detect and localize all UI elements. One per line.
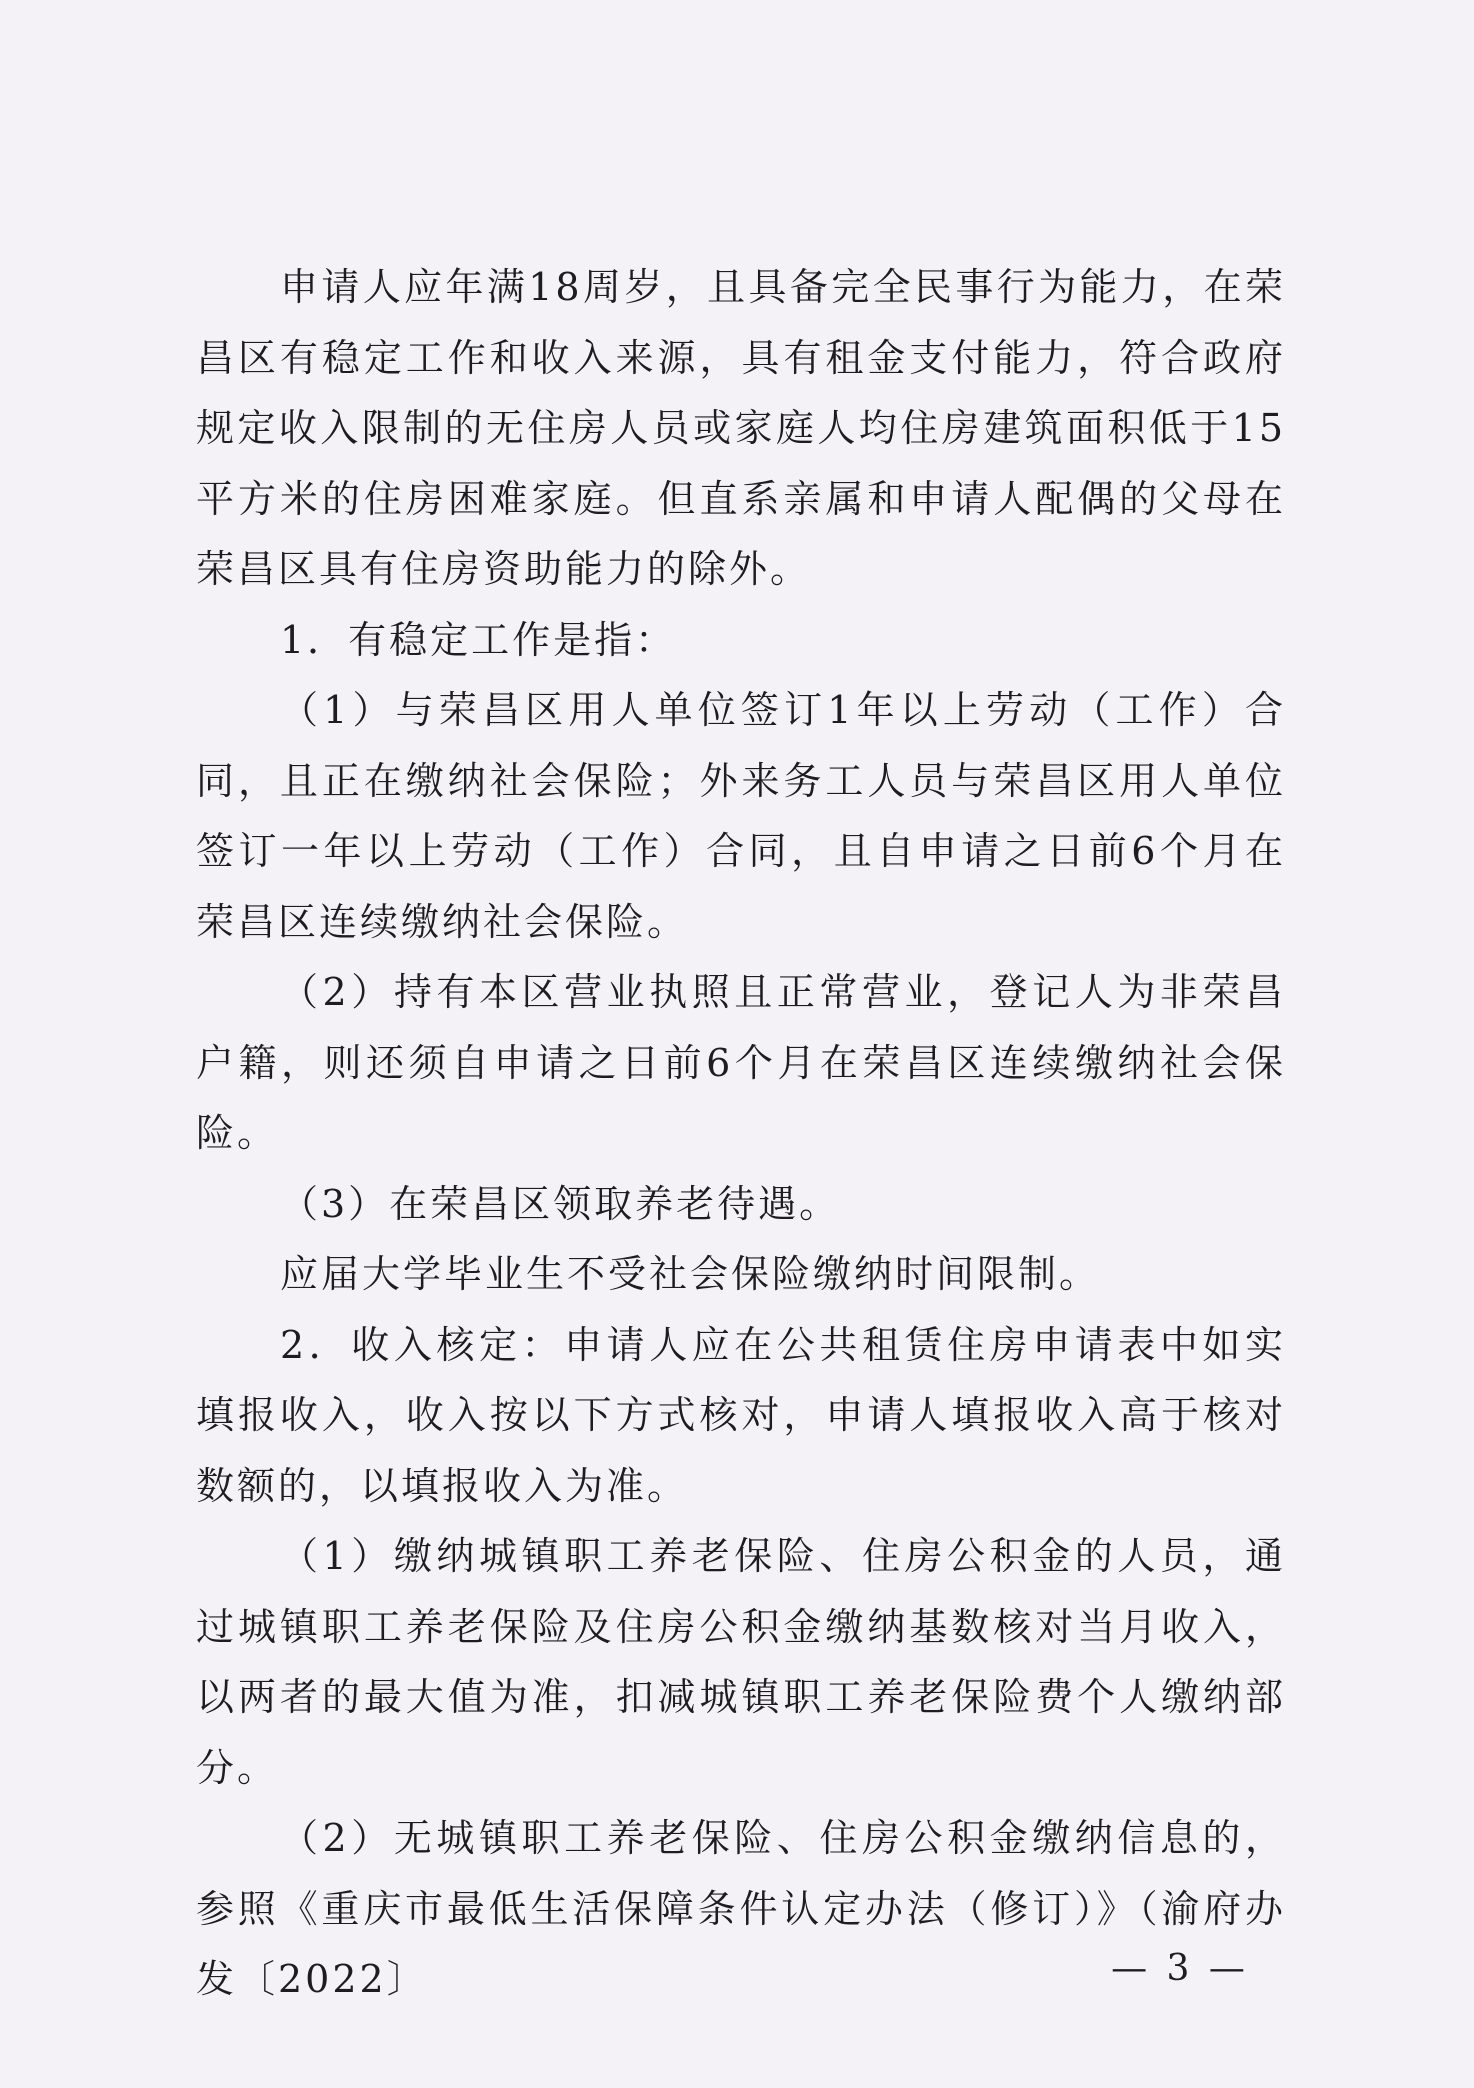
paragraph-income-item-2: （2）无城镇职工养老保险、住房公积金缴纳信息的，参照《重庆市最低生活保障条件认定办法（修订）》（渝府办发〔2022〕 bbox=[196, 1816, 1286, 2001]
paragraph-income-heading: 2．收入核定：申请人应在公共租赁住房申请表中如实填报收入，收入按以下方式核对，申请人填报收入高于核对数额的，以填报收入为准。 bbox=[196, 1322, 1286, 1508]
paragraph-graduates: 应届大学毕业生不受社会保险缴纳时间限制。 bbox=[280, 1252, 1101, 1296]
paragraph-stable-work-heading: 1．有稳定工作是指： bbox=[280, 617, 677, 662]
paragraph-income-item-1: （1）缴纳城镇职工养老保险、住房公积金的人员，通过城镇职工养老保险及住房公积金缴纳基数核对当月收入，以两者的最大值为准，扣减城镇职工养老保险费个人缴纳部分。 bbox=[196, 1534, 1286, 1790]
paragraph-eligibility: 申请人应年满18周岁，且具备完全民事行为能力，在荣昌区有稳定工作和收入来源，具有租金支付能力，符合政府规定收入限制的无住房人员或家庭人均住房建筑面积低于15平方米的住房困难家庭。但直系亲属和申请人配偶的父母在荣昌区具有住房资助能力的除外。 bbox=[196, 265, 1286, 591]
document-body bbox=[196, 252, 1286, 2015]
page-number: — 3 — bbox=[1111, 1948, 1249, 1989]
paragraph-work-item-2: （2）持有本区营业执照且正常营业，登记人为非荣昌户籍，则还须自申请之日前6个月在荣昌区连续缴纳社会保险。 bbox=[196, 970, 1286, 1155]
paragraph-work-item-1: （1）与荣昌区用人单位签订1年以上劳动（工作）合同，且正在缴纳社会保险；外来务工人员与荣昌区用人单位签订一年以上劳动（工作）合同，且自申请之日前6个月在荣昌区连续缴纳社会保险。 bbox=[196, 688, 1286, 944]
paragraph-work-item-3: （3）在荣昌区领取养老待遇。 bbox=[280, 1181, 841, 1226]
